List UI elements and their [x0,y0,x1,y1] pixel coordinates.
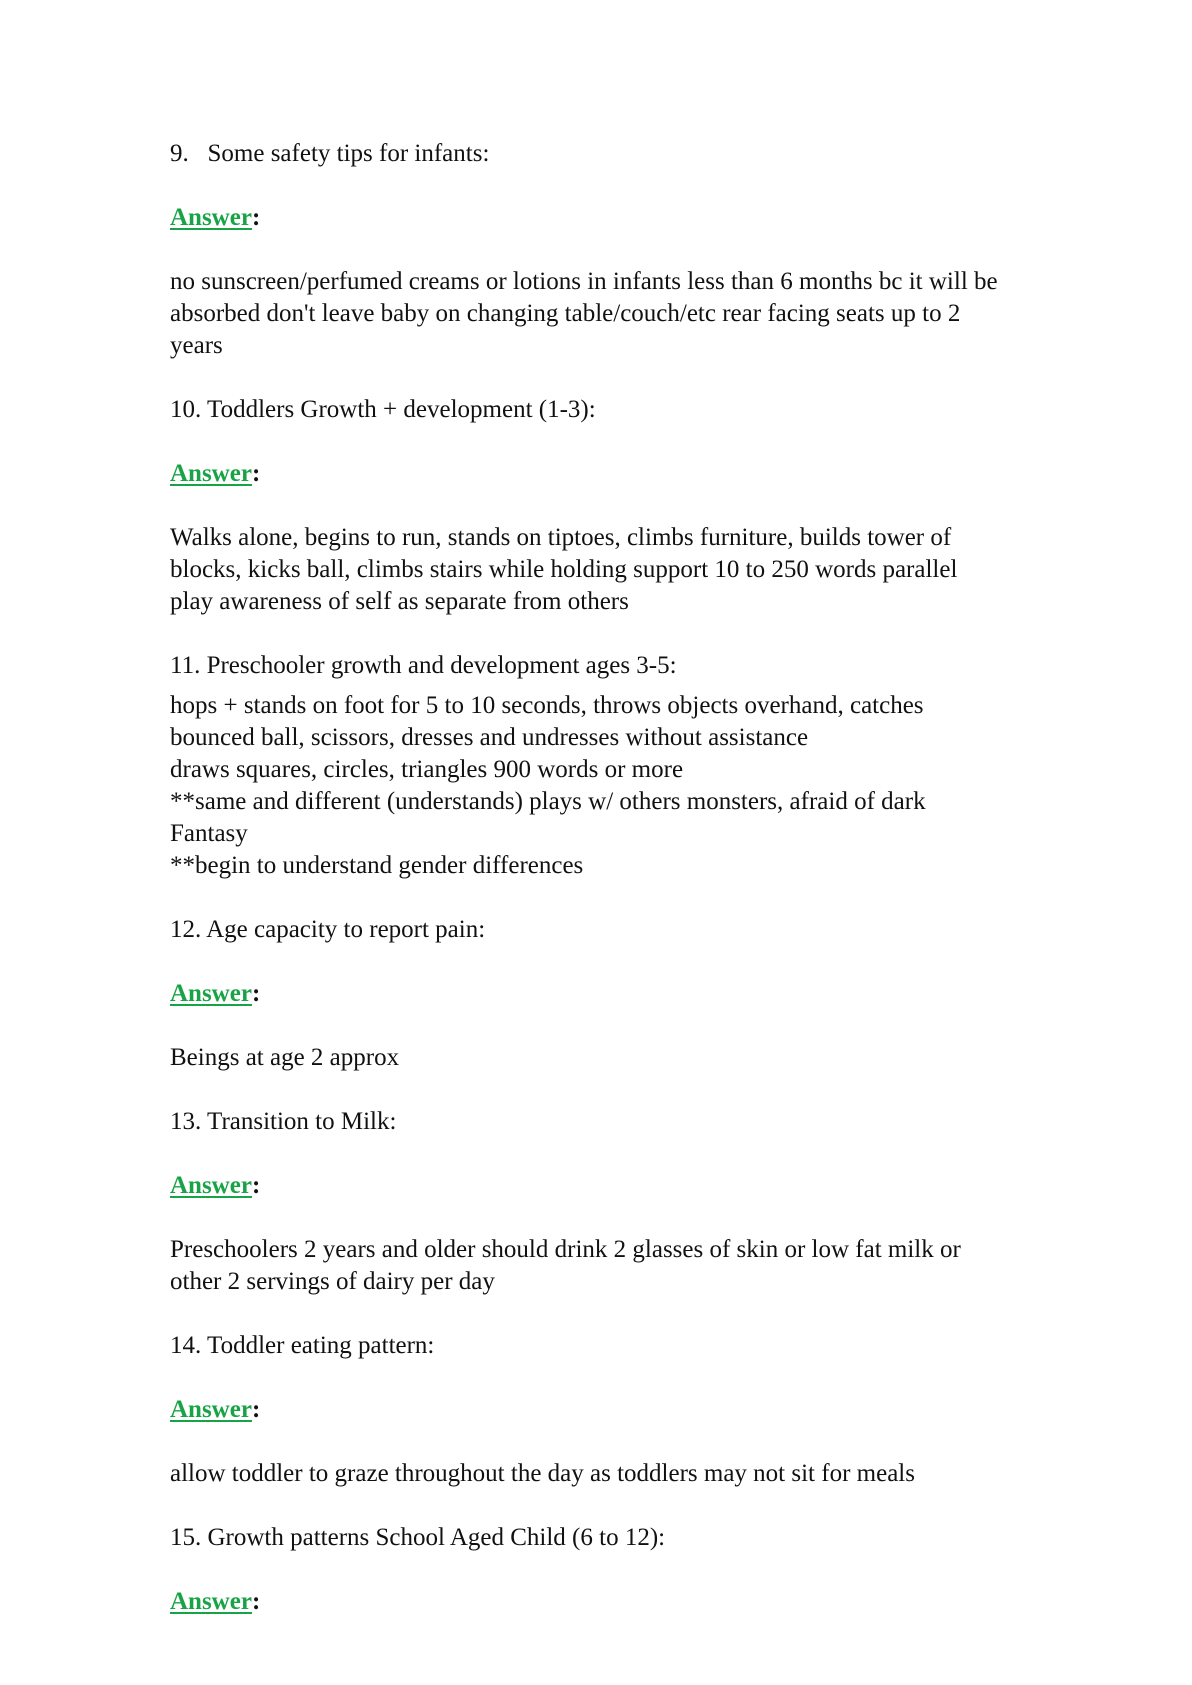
answer-9 [170,266,1130,362]
answer-label-12 [170,978,1130,1010]
question-15: 15. Growth patterns School Aged Child (6 to 12): [170,1524,666,1551]
answer-word: Answer [170,1172,252,1199]
answer-line: no sunscreen/perfumed creams or lotions in infants less than 6 months bc it will be [170,268,998,295]
answer-label-10 [170,458,1130,490]
answer-line: years [170,332,223,359]
answer-14 [170,1458,1130,1490]
question-10: 10. Toddlers Growth + development (1-3): [170,396,596,423]
answer-word: Answer [170,204,252,231]
answer-10 [170,522,1130,618]
answer-colon: : [251,204,261,231]
answer-word: Answer [170,980,252,1007]
answer-line: blocks, kicks ball, climbs stairs while holding support 10 to 250 words parallel [170,556,958,583]
answer-12 [170,1042,1130,1074]
answer-line: play awareness of self as separate from others [170,588,629,615]
answer-word: Answer [170,460,252,487]
answer-line: Preschoolers 2 years and older should drink 2 glasses of skin or low fat milk or [170,1236,961,1263]
answer-line: Walks alone, begins to run, stands on tiptoes, climbs furniture, builds tower of [170,524,952,551]
answer-line: absorbed don't leave baby on changing table/couch/etc rear facing seats up to 2 [170,300,961,327]
question-13: 13. Transition to Milk: [170,1108,397,1135]
answer-colon: : [251,460,261,487]
question-14: 14. Toddler eating pattern: [170,1332,435,1359]
answer-word: Answer [170,1588,252,1615]
answer-line: allow toddler to graze throughout the day as toddlers may not sit for meals [170,1460,915,1487]
answer-label-15 [170,1586,1130,1618]
answer-colon: : [251,1396,261,1423]
answer-line: bounced ball, scissors, dresses and undresses without assistance [170,724,809,751]
answer-label-13 [170,1170,1130,1202]
answer-word: Answer [170,1396,252,1423]
answer-line: **begin to understand gender differences [170,852,584,879]
answer-colon: : [251,1588,261,1615]
answer-line: hops + stands on foot for 5 to 10 seconds, throws objects overhand, catches [170,692,924,719]
answer-line: draws squares, circles, triangles 900 words or more [170,756,684,783]
answer-line: other 2 servings of dairy per day [170,1268,495,1295]
document-page [170,138,1130,1618]
question-9: 9. Some safety tips for infants: [170,140,490,167]
answer-colon: : [251,1172,261,1199]
answer-colon: : [251,980,261,1007]
question-11: 11. Preschooler growth and development ages 3-5: [170,652,677,679]
answer-11 [170,690,1130,882]
answer-13 [170,1234,1130,1298]
question-12: 12. Age capacity to report pain: [170,916,486,943]
answer-line: Beings at age 2 approx [170,1044,400,1071]
answer-line: **same and different (understands) plays w/ others monsters, afraid of dark [170,788,926,815]
answer-line: Fantasy [170,820,248,847]
answer-label-14 [170,1394,1130,1426]
answer-label-9 [170,202,1130,234]
